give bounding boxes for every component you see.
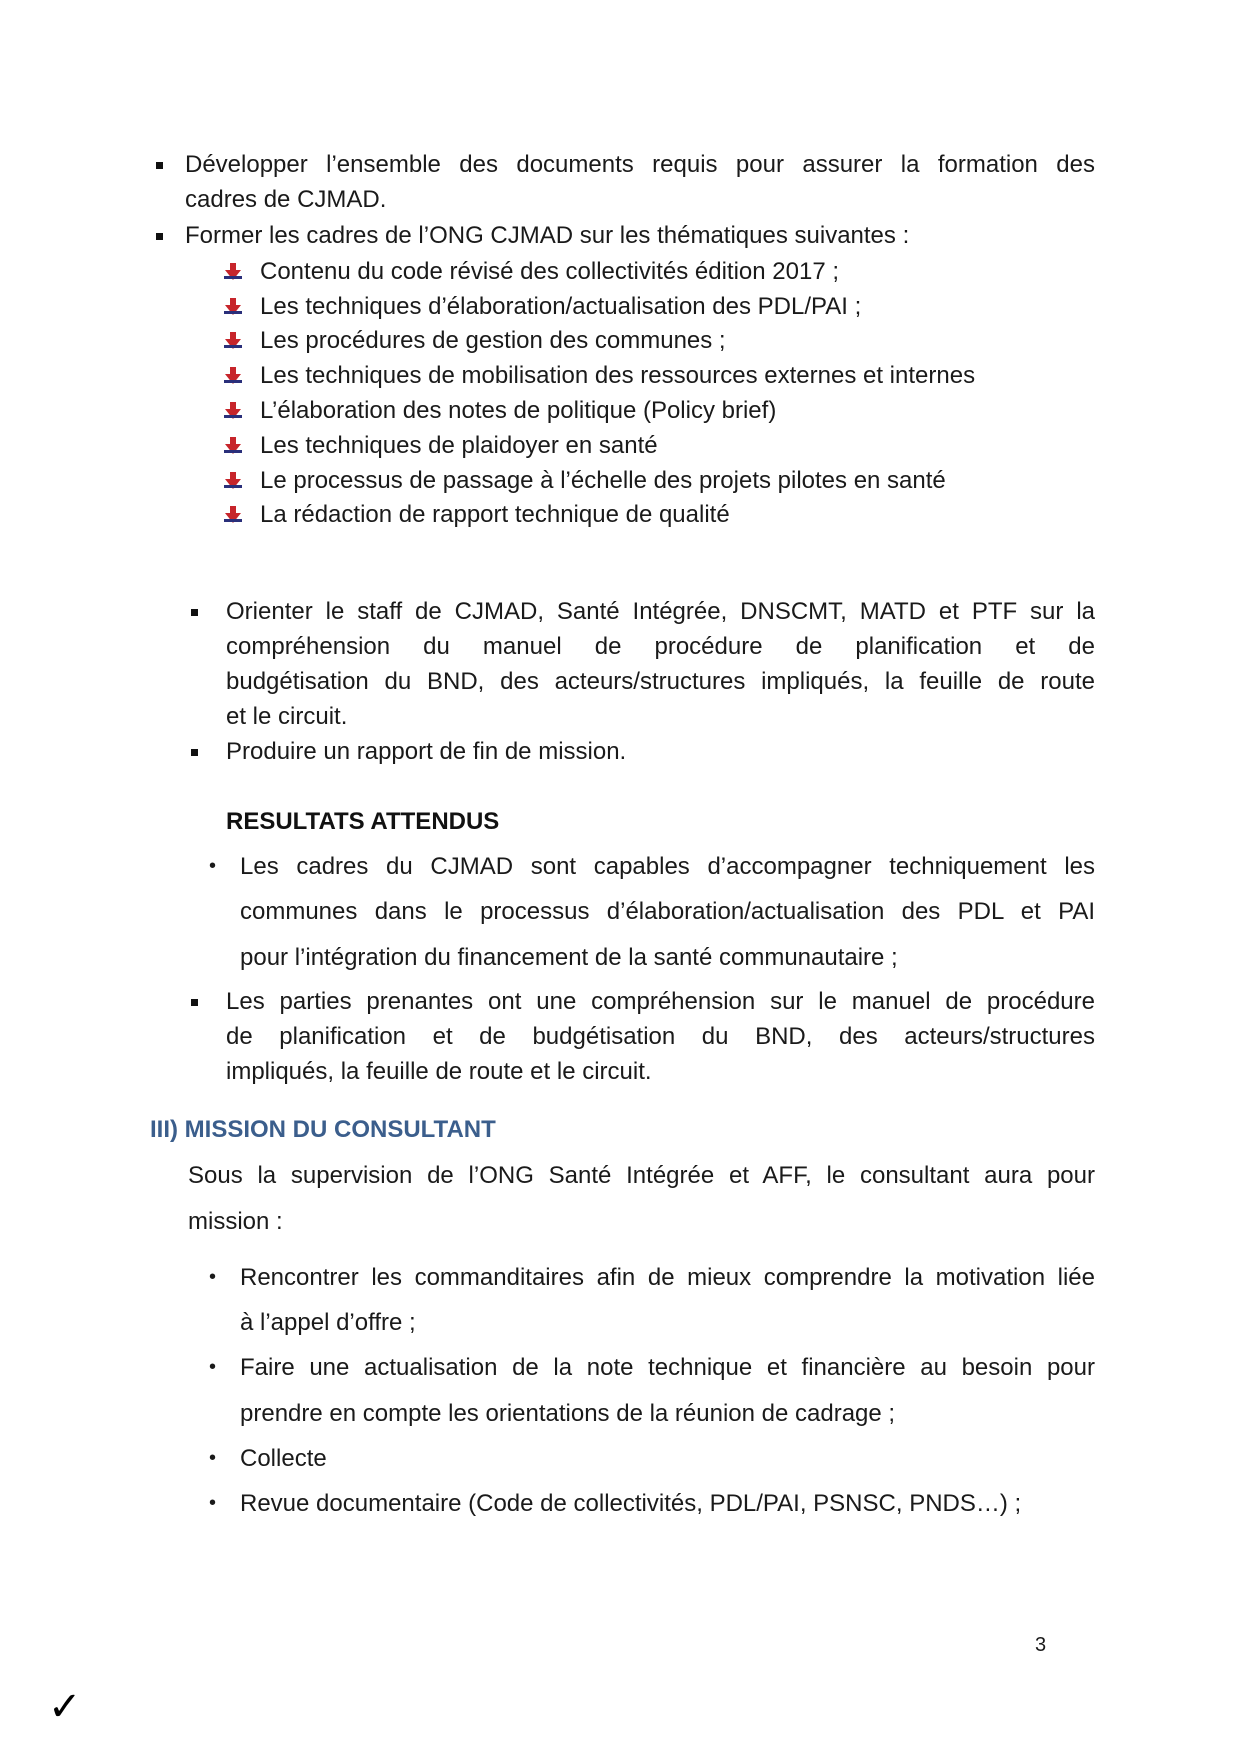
paragraph-line: Sous la supervision de l’ONG Santé Intégrée et AFF, le consultant aura pour xyxy=(188,1162,1095,1189)
arrow-bullet-icon xyxy=(223,366,243,386)
square-bullet-icon xyxy=(191,999,198,1006)
dot-bullet-icon: • xyxy=(209,1266,217,1288)
sublist-item: Le processus de passage à l’échelle des projets pilotes en santé xyxy=(260,467,946,494)
list-item-line: Produire un rapport de fin de mission. xyxy=(226,738,627,765)
sublist-item: Les techniques de mobilisation des ressources externes et internes xyxy=(260,362,976,389)
list-item-line: Revue documentaire (Code de collectivités, PDL/PAI, PSNSC, PNDS…) ; xyxy=(240,1490,1022,1517)
section-heading: III) MISSION DU CONSULTANT xyxy=(150,1116,496,1143)
square-bullet-icon xyxy=(156,233,163,240)
list-item-line: à l’appel d’offre ; xyxy=(240,1309,416,1336)
arrow-bullet-icon xyxy=(223,262,243,282)
list-item-line: prendre en compte les orientations de la réunion de cadrage ; xyxy=(240,1400,896,1427)
list-item-line: Rencontrer les commanditaires afin de mieux comprendre la motivation liée xyxy=(240,1264,1095,1291)
list-item-line: compréhension du manuel de procédure de planification et de xyxy=(226,633,1095,660)
list-item-line: Faire une actualisation de la note technique et financière au besoin pour xyxy=(240,1354,1095,1381)
arrow-bullet-icon xyxy=(223,401,243,421)
arrow-bullet-icon xyxy=(223,436,243,456)
list-item-line: Orienter le staff de CJMAD, Santé Intégrée, DNSCMT, MATD et PTF sur la xyxy=(226,598,1095,625)
sublist-item: Les techniques d’élaboration/actualisation des PDL/PAI ; xyxy=(260,293,862,320)
list-item-line: Collecte xyxy=(240,1445,327,1472)
list-item-line: Les cadres du CJMAD sont capables d’accompagner techniquement les xyxy=(240,853,1095,880)
square-bullet-icon xyxy=(156,162,163,169)
list-item-line: Développer l’ensemble des documents requis pour assurer la formation des xyxy=(185,151,1095,178)
dot-bullet-icon: • xyxy=(209,1492,217,1514)
list-item-line: impliqués, la feuille de route et le circuit. xyxy=(226,1058,652,1085)
arrow-bullet-icon xyxy=(223,297,243,317)
sublist-item: Les techniques de plaidoyer en santé xyxy=(260,432,658,459)
sublist-item: La rédaction de rapport technique de qualité xyxy=(260,501,730,528)
sublist-item: L’élaboration des notes de politique (Policy brief) xyxy=(260,397,777,424)
arrow-bullet-icon xyxy=(223,471,243,491)
dot-bullet-icon: • xyxy=(209,1356,217,1378)
dot-bullet-icon: • xyxy=(209,1447,217,1469)
arrow-bullet-icon xyxy=(223,331,243,351)
list-item-line: Les parties prenantes ont une compréhension sur le manuel de procédure xyxy=(226,988,1095,1015)
resultats-heading: RESULTATS ATTENDUS xyxy=(226,808,500,835)
list-item-line: pour l’intégration du financement de la santé communautaire ; xyxy=(240,944,898,971)
dot-bullet-icon: • xyxy=(209,855,217,877)
sublist-item: Les procédures de gestion des communes ; xyxy=(260,327,726,354)
list-item-line: Former les cadres de l’ONG CJMAD sur les thématiques suivantes : xyxy=(185,222,910,249)
square-bullet-icon xyxy=(191,609,198,616)
arrow-bullet-icon xyxy=(223,505,243,525)
list-item-line: budgétisation du BND, des acteurs/structures impliqués, la feuille de route xyxy=(226,668,1095,695)
square-bullet-icon xyxy=(191,749,198,756)
list-item-line: cadres de CJMAD. xyxy=(185,186,387,213)
paragraph-line: mission : xyxy=(188,1208,283,1235)
checkmark-icon: ✓ xyxy=(48,1685,82,1729)
list-item-line: et le circuit. xyxy=(226,703,348,730)
page-number: 3 xyxy=(1035,1634,1047,1656)
list-item-line: communes dans le processus d’élaboration/actualisation des PDL et PAI xyxy=(240,898,1095,925)
list-item-line: de planification et de budgétisation du BND, des acteurs/structures xyxy=(226,1023,1095,1050)
sublist-item: Contenu du code révisé des collectivités édition 2017 ; xyxy=(260,258,840,285)
